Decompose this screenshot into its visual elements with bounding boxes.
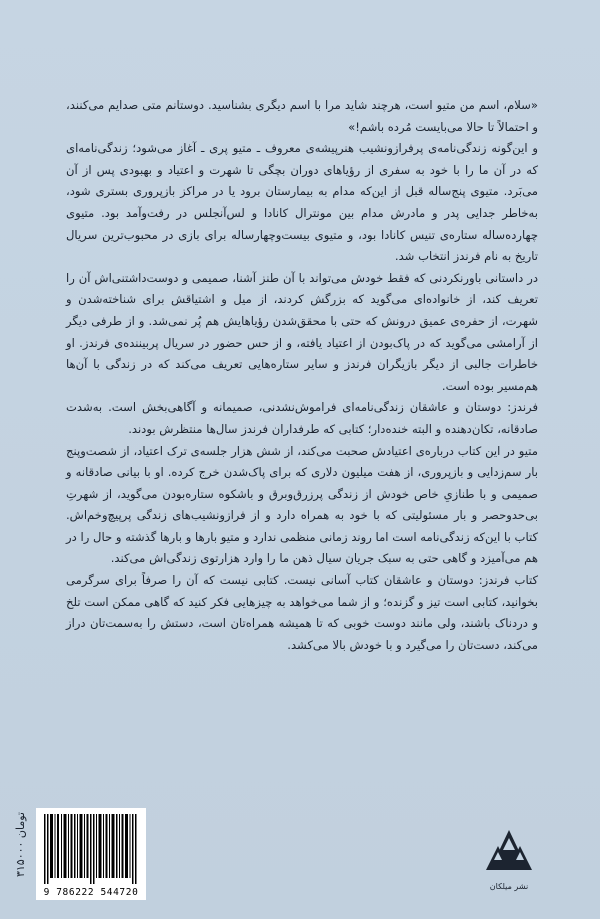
paragraph-addiction: متیو در این کتاب درباره‌ی اعتیادش صحبت می‌کند، از شش هزار جلسه‌ی ترک اعتیاد، از شصت‌وپنج بار سم‌زدایی و بازپروری، از هفت میلیون دلاری که برای پاک‌شدن خرج کرده. او با بیانی صادقانه و صمیمی و با طنازیِ خاص خودش از زندگی پرزرق‌وبرق و باشکوه ستاره‌بودن می‌گوید، از شهرتِ بی‌حدوحصر و بار مسئولیتی که با خود به همراه دارد و از فرازونشیب‌های زندگی پرپیچ‌وخم‌اش. کتاب با این‌که زندگی‌نامه است اما روند زمانی منظمی ندارد و متیو بارها و بارها گذشته و حال را در هم می‌آمیزد و گاهی حتی به سبک جریان سیال ذهن ما را وارد هزارتوی زندگی‌اش می‌کند. xyxy=(66,443,538,566)
isbn-number: 9 786222 544720 xyxy=(43,887,139,898)
barcode-bars xyxy=(36,808,146,886)
blurb-text xyxy=(66,95,538,656)
paragraph-intro: و این‌گونه زندگی‌نامه‌ی پرفرازونشیب هنرپیشه‌ی معروف ـ متیو پری ـ آغاز می‌شود؛ زندگی‌نامه‌ای که در آن ما را با خود به سفری از رؤیاهای دوران بچگی تا شهرت و اعتیاد و بهبودی پس از آن می‌بَرد. متیوی پنج‌ساله قبل از این‌که مدام به بیمارستان برود یا در مراکز بازپروری بستری شود، به‌خاطر جدایی پدر و مادرش مدام بین مونترال کانادا و لس‌آنجلس در رفت‌وآمد بود. متیوی چهارده‌ساله ستاره‌ی تنیس کانادا بود، و متیوی بیست‌وچهارساله برای بازی در محبوب‌ترین سریال تاریخ به نام فرندز انتخاب شد. xyxy=(66,141,538,264)
isbn-barcode xyxy=(36,808,146,900)
price-label: ۳۱۵۰۰۰ تومان xyxy=(14,812,27,878)
mountains-icon xyxy=(486,828,532,880)
paragraph-story: در داستانی باورنکردنی که فقط خودش می‌تواند با آن طنز آشنا، صمیمی و دوست‌داشتنی‌اش آن را تعریف کند، از خانواده‌ای می‌گوید که بزرگش کردند، از میل و اشتیاقش برای شناخته‌شدن و شهرت، از حفره‌ی عمیق درونش که حتی با محقق‌شدن رؤیاهایش هم پُر نمی‌شد. و از طرفی دیگر از آرامشی می‌گوید که در پاک‌بودن از اعتیاد یافته، و از حس حضور در سریال پربیننده‌ی فرندز. او خاطرات جالبی از دیگر بازیگران فرندز و سایر ستاره‌هایی تعریف می‌کند که در زندگی با آن‌ها هم‌مسیر بوده است. xyxy=(66,270,538,393)
publisher-name: نشر میلکان xyxy=(489,882,529,891)
paragraph-summary: فرندز: دوستان و عاشقان زندگی‌نامه‌ای فراموش‌نشدنی، صمیمانه و آگاهی‌بخش است. به‌شدت صادقانه، تکان‌دهنده و البته خنده‌دار؛ کتابی که طرفداران فرندز سال‌ها منتظرش بودند. xyxy=(66,400,538,436)
paragraph-closing: کتاب فرندز: دوستان و عاشقان کتاب آسانی نیست. کتابی نیست که آن را صرفاً برای سرگرمی بخوانید، کتابی است تیز و گزنده؛ و از شما می‌خواهد به چیزهایی فکر کنید که گاهی ممکن است تلخ و دردناک باشند، ولی مانند دوست خوبی که تا همیشه همراه‌تان است، دستش را به‌سمت‌تان دراز می‌کند، دست‌تان را می‌گیرد و با خودش بالا می‌کشد. xyxy=(66,573,538,652)
paragraph-quote: «سلام، اسم من متیو است، هرچند شاید مرا با اسم دیگری بشناسید. دوستانم متی صدایم می‌کنند، و احتمالاً تا حالا می‌بایست مُرده باشم!» xyxy=(66,98,538,134)
